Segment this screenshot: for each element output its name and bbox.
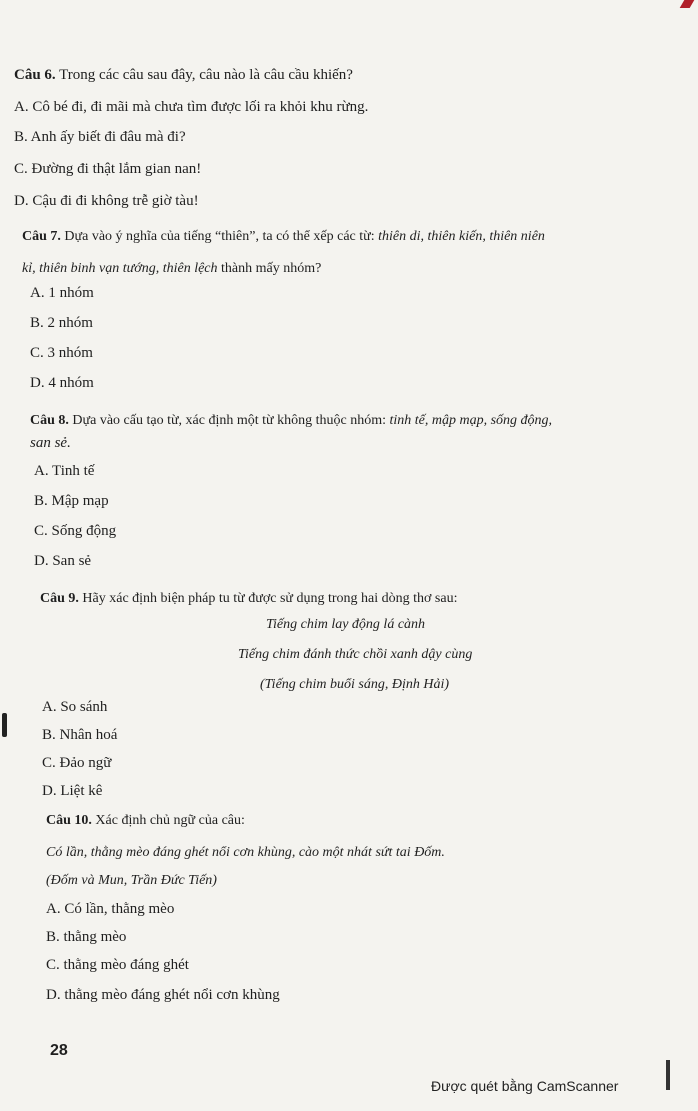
- question-6-label: Câu 6.: [14, 67, 56, 83]
- question-8-option-d: D. San sẻ: [34, 553, 92, 569]
- question-9-stem: [40, 590, 457, 608]
- question-10-source: (Đốm và Mun, Trần Đức Tiến): [46, 873, 217, 888]
- question-8-label: Câu 8.: [30, 413, 69, 428]
- question-8-words-cont: san sẻ.: [30, 435, 71, 451]
- question-6-option-a: A. Cô bé đi, đi mãi mà chưa tìm được lối ra khỏi khu rừng.: [14, 99, 369, 115]
- question-8-words: tinh tế, mập mạp, sống động,: [389, 413, 553, 428]
- question-10-option-c: C. thằng mèo đáng ghét: [46, 957, 189, 973]
- question-6-option-c: C. Đường đi thật lắm gian nan!: [14, 161, 202, 177]
- question-9-option-a: A. So sánh: [42, 699, 108, 715]
- question-7-option-c: C. 3 nhóm: [30, 345, 93, 361]
- question-6-option-d: D. Cậu đi đi không trễ giờ tàu!: [14, 193, 199, 209]
- edge-mark-right: [666, 1060, 670, 1090]
- question-7-option-d: D. 4 nhóm: [30, 375, 94, 391]
- question-9-label: Câu 9.: [40, 591, 79, 606]
- question-6-stem: [14, 66, 353, 84]
- question-10-label: Câu 10.: [46, 813, 92, 828]
- question-6-text: Trong các câu sau đây, câu nào là câu cầu khiến?: [55, 67, 353, 83]
- question-10-option-b: B. thằng mèo: [46, 929, 127, 945]
- question-8-option-c: C. Sống động: [34, 523, 117, 539]
- question-7-text: Dựa vào ý nghĩa của tiếng “thiên”, ta có thể xếp các từ:: [60, 229, 379, 244]
- question-7-text-end: thành mấy nhóm?: [217, 261, 322, 276]
- question-10-sentence: Có lần, thằng mèo đáng ghét nổi cơn khùng, cào một nhát sứt tai Đốm.: [46, 845, 445, 860]
- question-9-text: Hãy xác định biện pháp tu từ được sử dụng trong hai dòng thơ sau:: [78, 591, 458, 606]
- question-10-text: Xác định chủ ngữ của câu:: [91, 813, 245, 828]
- poem-source: (Tiếng chim buổi sáng, Định Hải): [260, 677, 449, 692]
- question-10-stem: [46, 812, 245, 830]
- poem-line-1: Tiếng chim lay động lá cành: [266, 617, 426, 632]
- question-7-stem-line-2: [22, 260, 321, 278]
- question-9-option-b: B. Nhân hoá: [42, 727, 118, 743]
- question-6-option-b: B. Anh ấy biết đi đâu mà đi?: [14, 129, 186, 145]
- question-7-stem-line-1: [22, 228, 545, 246]
- question-8-text: Dựa vào cấu tạo từ, xác định một từ không thuộc nhóm:: [68, 413, 390, 428]
- scanner-watermark: Được quét bằng CamScanner: [431, 1078, 619, 1094]
- question-8-option-b: B. Mập mạp: [34, 493, 109, 509]
- question-9-option-c: C. Đảo ngữ: [42, 755, 112, 771]
- question-8-option-a: A. Tinh tế: [34, 463, 95, 479]
- page-number: 28: [50, 1042, 68, 1059]
- question-7-words-cont: kỉ, thiên binh vạn tướng, thiên lệch: [22, 261, 218, 276]
- question-7-option-a: A. 1 nhóm: [30, 285, 94, 301]
- corner-mark: [680, 0, 695, 8]
- poem-line-2: Tiếng chim đánh thức chồi xanh dậy cùng: [238, 647, 473, 662]
- edge-mark: [2, 713, 7, 737]
- question-7-label: Câu 7.: [22, 229, 61, 244]
- question-7-words: thiên di, thiên kiến, thiên niên: [378, 229, 545, 244]
- question-9-option-d: D. Liệt kê: [42, 783, 103, 799]
- question-10-option-d: D. thằng mèo đáng ghét nổi cơn khùng: [46, 987, 280, 1003]
- question-7-option-b: B. 2 nhóm: [30, 315, 93, 331]
- question-10-option-a: A. Có lần, thằng mèo: [46, 901, 175, 917]
- question-8-stem-line-1: [30, 412, 552, 430]
